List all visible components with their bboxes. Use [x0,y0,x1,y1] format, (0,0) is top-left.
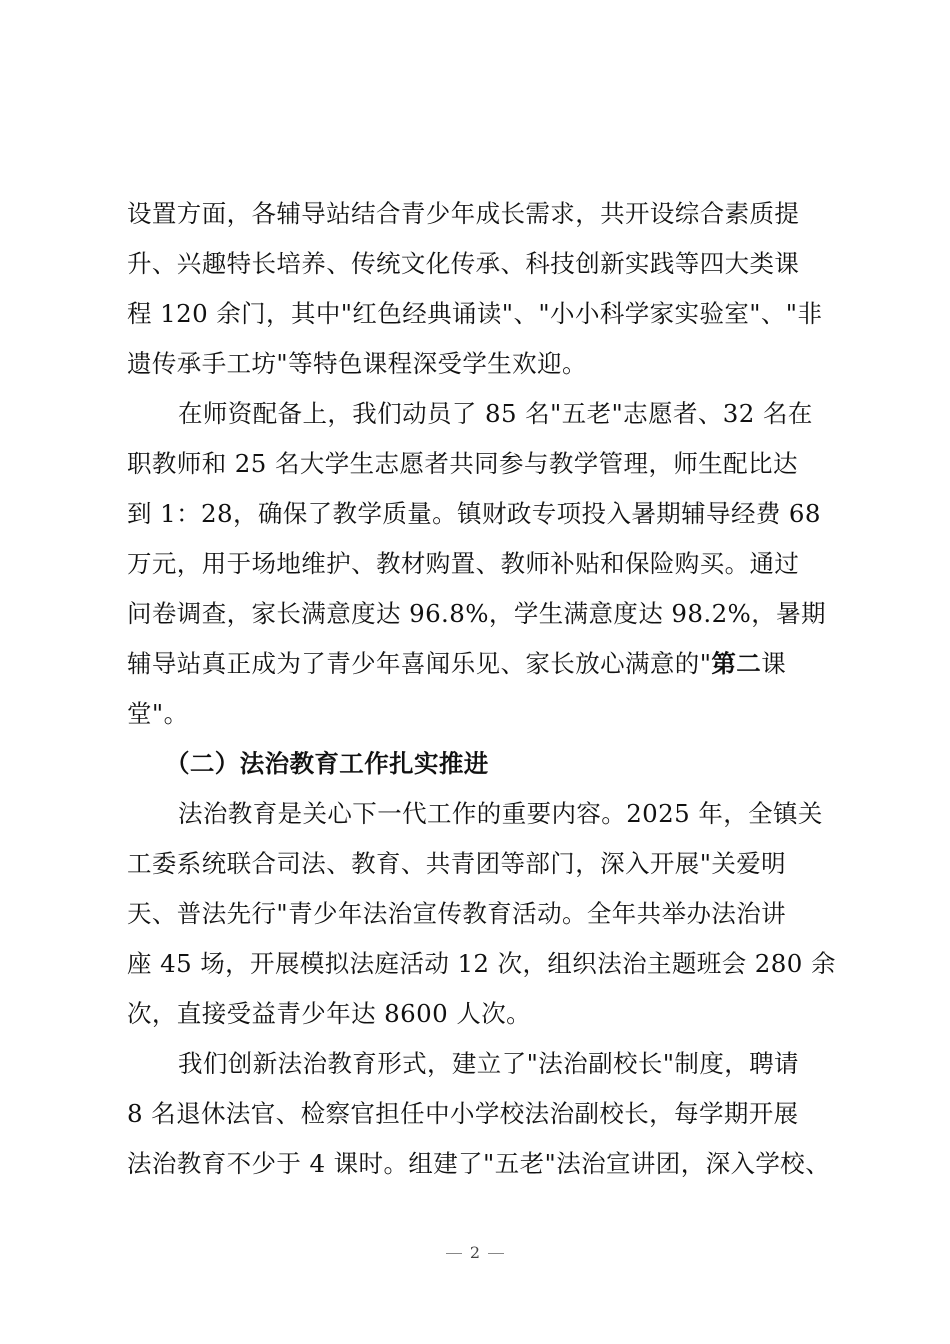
paragraph-legal-education [127,792,836,1042]
text-line: 法治教育不少于 4 课时。组建了"五老"法治宣讲团，深入学校、 [127,1149,831,1178]
document-body [127,192,836,1192]
text-line: 座 45 场，开展模拟法庭活动 12 次，组织法治主题班会 280 余 [127,949,836,978]
bold-text-segment: 第二 [711,649,762,678]
text-line: 问卷调查，家长满意度达 96.8%，学生满意度达 98.2%，暑期 [127,599,826,628]
page-number-footer [0,1243,950,1262]
text-line: 天、普法先行"青少年法治宣传教育活动。全年共举办法治讲 [127,899,787,928]
text-line: 工委系统联合司法、教育、共青团等部门，深入开展"关爱明 [127,849,787,878]
text-line: 法治教育是关心下一代工作的重要内容。2025 年，全镇关 [178,799,823,828]
text-line: 次，直接受益青少年达 8600 人次。 [127,999,532,1028]
text-line: 职教师和 25 名大学生志愿者共同参与教学管理，师生配比达 [127,449,798,478]
text-line: 程 120 余门，其中"红色经典诵读"、"小小科学家实验室"、"非 [127,299,823,328]
text-line: 设置方面，各辅导站结合青少年成长需求，共开设综合素质提 [127,199,800,228]
text-line: 万元，用于场地维护、教材购置、教师补贴和保险购买。通过 [127,549,800,578]
paragraph-legal-vice-principal [127,1042,831,1192]
text-segment: 课 [761,649,787,678]
text-line-with-bold [127,642,827,692]
paragraph-course-setup [127,192,827,392]
text-line: 到 1：28，确保了教学质量。镇财政专项投入暑期辅导经费 68 [127,499,821,528]
text-line: 堂"。 [127,699,189,728]
text-line: 在师资配备上，我们动员了 85 名"五老"志愿者、32 名在 [178,399,813,428]
dash-decoration-left [446,1253,462,1254]
text-line: 升、兴趣特长培养、传统文化传承、科技创新实践等四大类课 [127,249,800,278]
text-line: 遗传承手工坊"等特色课程深受学生欢迎。 [127,349,587,378]
text-line: 我们创新法治教育形式，建立了"法治副校长"制度，聘请 [178,1049,799,1078]
paragraph-teacher-staffing [127,392,827,742]
page-number: 2 [469,1243,481,1262]
dash-decoration-right [488,1253,504,1254]
section-heading: （二）法治教育工作扎实推进 [165,749,489,778]
text-line: 8 名退休法官、检察官担任中小学校法治副校长，每学期开展 [127,1099,799,1128]
text-segment: 辅导站真正成为了青少年喜闻乐见、家长放心满意的" [127,649,712,678]
